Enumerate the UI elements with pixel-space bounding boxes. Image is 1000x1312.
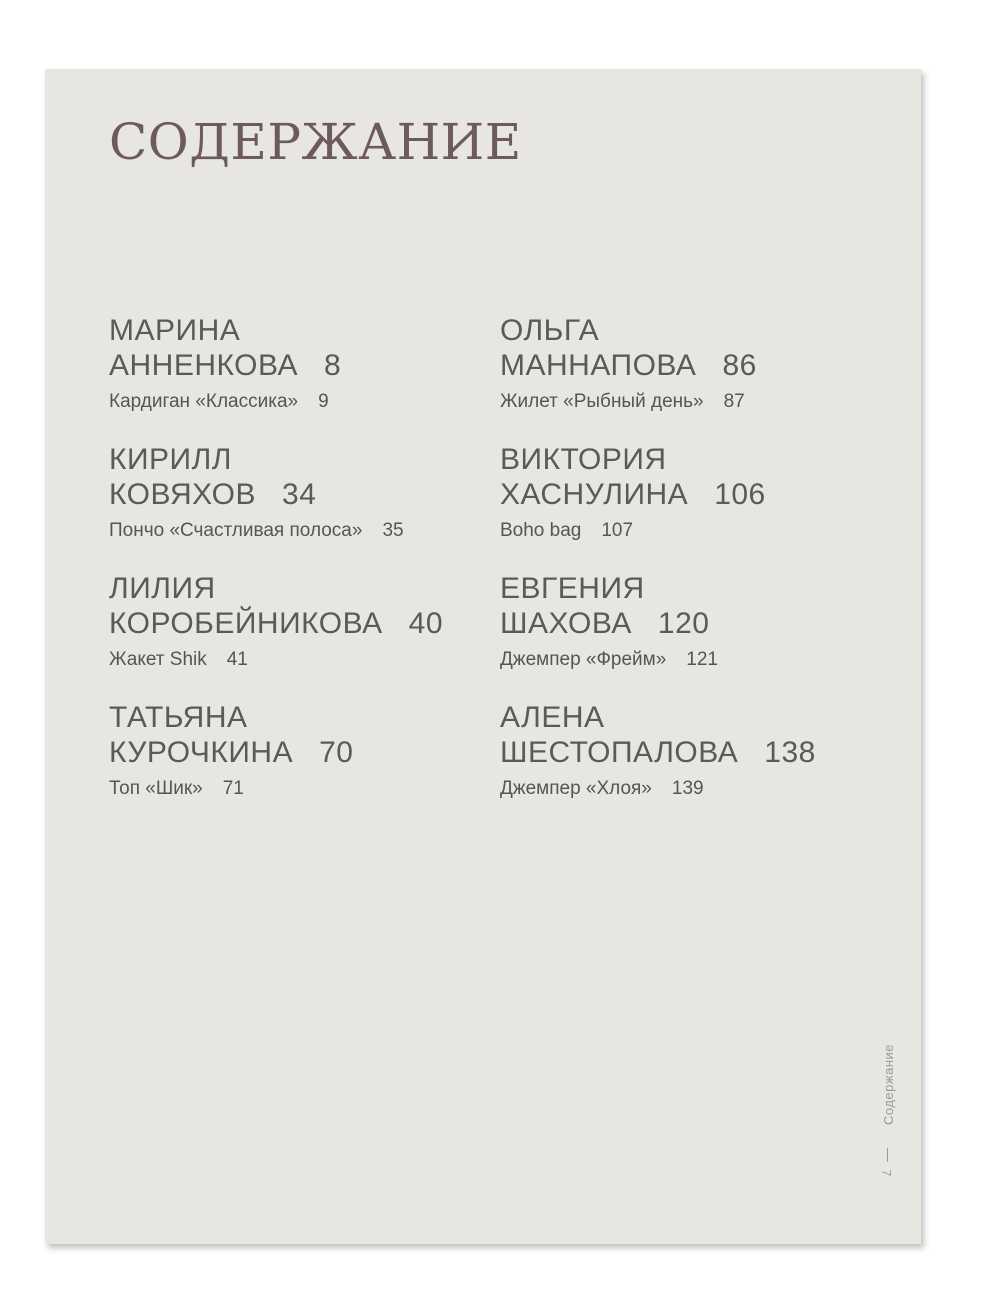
author-page-number: 138 <box>764 736 816 769</box>
author-last-name-line <box>500 735 890 770</box>
toc-entry <box>500 571 890 700</box>
project-page-number: 41 <box>226 649 248 670</box>
author-last-name: ШЕСТОПАЛОВА <box>500 736 739 769</box>
project-line <box>109 518 499 544</box>
project-line <box>500 647 890 673</box>
divider <box>887 1148 888 1162</box>
project-title: Джемпер «Хлоя» <box>500 778 652 799</box>
project-page-number: 71 <box>222 778 244 799</box>
toc-entry <box>500 700 890 829</box>
book-page <box>45 69 921 1244</box>
author-first-name: ТАТЬЯНА <box>109 701 248 734</box>
author-first-name: ВИКТОРИЯ <box>500 443 667 476</box>
project-page-number: 87 <box>723 391 745 412</box>
section-label: Содержание <box>881 1044 896 1125</box>
project-title: Кардиган «Классика» <box>109 391 299 412</box>
author-first-name: ОЛЬГА <box>500 314 600 347</box>
toc-entry <box>500 313 890 442</box>
toc-entry <box>109 313 499 442</box>
author-page-number: 120 <box>657 607 710 640</box>
author-first-name: ЛИЛИЯ <box>109 572 216 605</box>
project-page-number: 35 <box>382 520 404 541</box>
project-page-number: 121 <box>686 649 718 670</box>
project-line <box>500 518 890 544</box>
toc-column-left <box>109 313 499 829</box>
project-line <box>500 776 890 802</box>
project-page-number: 107 <box>601 520 634 541</box>
project-line <box>109 647 499 673</box>
author-last-name: ШАХОВА <box>500 607 632 640</box>
author-page-number: 106 <box>714 478 766 511</box>
author-last-name: АННЕНКОВА <box>109 349 299 382</box>
author-last-name: КОВЯХОВ <box>109 478 257 511</box>
project-title: Жилет «Рыбный день» <box>500 391 704 412</box>
author-last-name: КУРОЧКИНА <box>109 736 294 769</box>
author-last-name-line <box>109 477 499 512</box>
author-last-name: КОРОБЕЙНИКОВА <box>109 607 383 640</box>
project-title: Пончо «Счастливая полоса» <box>109 520 363 541</box>
author-first-name: АЛЕНА <box>500 701 605 734</box>
project-title: Джемпер «Фрейм» <box>500 649 667 670</box>
author-page-number: 8 <box>324 349 342 382</box>
author-last-name-line <box>500 477 890 512</box>
project-page-number: 9 <box>318 391 329 412</box>
author-last-name: ХАСНУЛИНА <box>500 478 689 511</box>
toc-entry <box>109 571 499 700</box>
project-line <box>109 389 499 415</box>
toc-entry <box>500 442 890 571</box>
author-last-name-line <box>109 606 499 641</box>
author-last-name-line <box>109 348 499 383</box>
toc-entry <box>109 700 499 829</box>
author-page-number: 34 <box>282 478 317 511</box>
toc-entry <box>109 442 499 571</box>
author-page-number: 86 <box>722 349 757 382</box>
author-last-name-line <box>500 348 890 383</box>
author-last-name: МАННАПОВА <box>500 349 697 382</box>
author-page-number: 70 <box>319 736 354 769</box>
project-title: Топ «Шик» <box>109 778 203 799</box>
project-title: Boho bag <box>500 520 582 541</box>
author-last-name-line <box>109 735 499 770</box>
author-page-number: 40 <box>408 607 444 640</box>
author-first-name: КИРИЛЛ <box>109 443 232 476</box>
running-footer <box>875 1044 905 1184</box>
author-first-name: ЕВГЕНИЯ <box>500 572 645 605</box>
project-line <box>109 776 499 802</box>
author-last-name-line <box>500 606 890 641</box>
project-title: Жакет Shik <box>109 649 207 670</box>
author-first-name: МАРИНА <box>109 314 241 347</box>
project-line <box>500 389 890 415</box>
toc-column-right <box>500 313 890 829</box>
folio-page-number: 7 <box>879 1169 894 1177</box>
project-page-number: 139 <box>671 778 704 799</box>
page-title: СОДЕРЖАНИЕ <box>109 113 522 171</box>
